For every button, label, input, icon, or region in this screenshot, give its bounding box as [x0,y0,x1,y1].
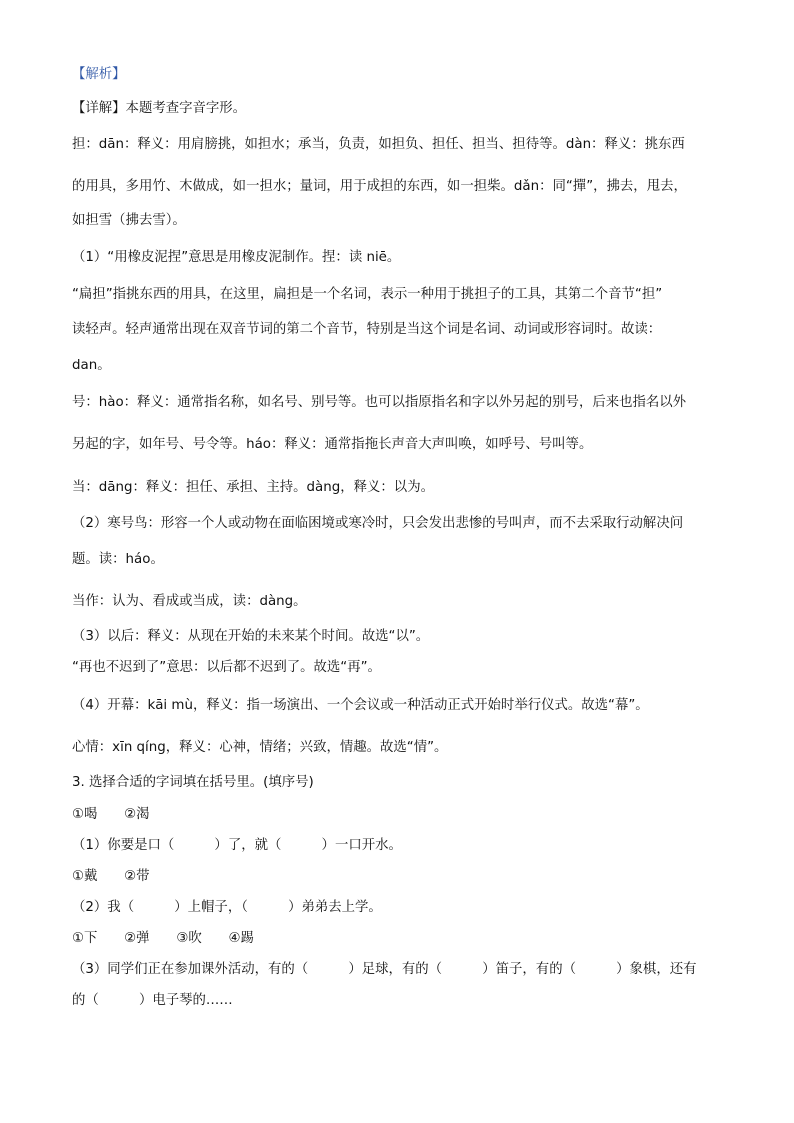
text-line: “扁担”指挑东西的用具，在这里，扁担是一个名词，表示一种用于挑担子的工具，其第二个音节“担” [72,287,663,302]
question-line: （3）同学们正在参加课外活动，有的（ ）足球，有的（ ）笛子，有的（ ）象棋，还有 [72,962,697,977]
text-line: dan。 [72,358,111,373]
text-line: 担：dān：释义：用肩膀挑，如担水；承当，负责，如担负、担任、担当、担待等。dàn：释义：挑东西 [72,137,685,152]
question-line: 的（ ）电子琴的…… [72,993,233,1008]
option-line: ①喝 ②渴 [72,807,150,822]
text-line: （2）寒号鸟：形容一个人或动物在面临困境或寒冷时，只会发出悲惨的号叫声，而不去采取行动解决问 [72,516,684,531]
text-line: （1）“用橡皮泥捏”意思是用橡皮泥制作。捏：读 niē。 [72,250,401,265]
section-title: 【解析】 [72,67,126,82]
text-line: 题。读：háo。 [72,552,164,567]
text-line: 另起的字，如年号、号令等。háo：释义：通常指拖长声音大声叫唤，如呼号、号叫等。 [72,437,593,452]
text-line: （4）开幕：kāi mù，释义：指一场演出、一个会议或一种活动正式开始时举行仪式。故选“幕”。 [72,698,649,713]
text-line: 的用具，多用竹、木做成，如一担水；量词，用于成担的东西，如一担柴。dǎn：同“撣”，拂去，甩去， [72,179,687,194]
text-line: 当：dāng：释义：担任、承担、主持。dàng，释义：以为。 [72,480,434,495]
text-line: 号：hào：释义：通常指名称，如名号、别号等。也可以指原指名和字以外另起的别号，后来也指名以外 [72,395,687,410]
question-title: 3. 选择合适的字词填在括号里。(填序号) [72,775,314,790]
detail-heading: 【详解】本题考查字音字形。 [72,101,247,116]
question-line: （1）你要是口（ ）了，就（ ）一口开水。 [72,838,402,853]
text-line: 读轻声。轻声通常出现在双音节词的第二个音节，特别是当这个词是名词、动词或形容词时。故读： [72,322,662,337]
question-line: （2）我（ ）上帽子，（ ）弟弟去上学。 [72,900,382,915]
option-line: ①戴 ②带 [72,869,150,884]
option-line: ①下 ②弹 ③吹 ④踢 [72,931,254,946]
text-line: “再也不迟到了”意思：以后都不迟到了。故选“再”。 [72,660,381,675]
text-line: 当作：认为、看成或当成，读：dàng。 [72,594,307,609]
text-line: （3）以后：释义：从现在开始的未来某个时间。故选“以”。 [72,629,430,644]
text-line: 如担雪（拂去雪）。 [72,213,186,228]
text-line: 心情：xīn qíng，释义：心神，情绪；兴致，情趣。故选“情”。 [72,740,448,755]
